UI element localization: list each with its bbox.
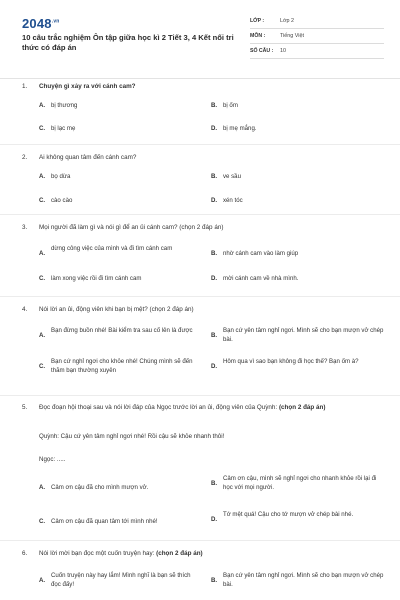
option-text: cào cào xyxy=(51,197,73,204)
option-d[interactable] xyxy=(211,357,386,371)
option-letter: B. xyxy=(211,332,218,339)
question-text xyxy=(39,549,382,558)
option-a[interactable] xyxy=(39,244,199,258)
question-5 xyxy=(22,403,382,412)
meta-key: LỚP : xyxy=(250,18,265,24)
option-text: Bạn cứ nghỉ ngơi cho khỏe nhé! Chúng mình sẽ đến thăm bạn thường xuyên xyxy=(51,358,193,374)
option-letter: A. xyxy=(39,577,46,584)
question-1 xyxy=(22,82,382,132)
option-text: làm xong việc rồi đi tìm cánh cam xyxy=(51,275,142,282)
question-divider xyxy=(0,144,400,145)
question-hint: (chọn 2 đáp án) xyxy=(278,404,326,411)
question-number: 4. xyxy=(22,306,28,313)
option-letter: C. xyxy=(39,363,46,370)
option-a[interactable] xyxy=(39,326,199,340)
meta-table xyxy=(250,14,384,59)
option-letter: B. xyxy=(211,480,218,487)
option-text: Tớ mệt quá! Cậu cho tớ mượn vở chép bài nhé. xyxy=(223,511,354,518)
option-d[interactable] xyxy=(211,510,386,524)
question-number: 3. xyxy=(22,224,28,231)
option-a[interactable] xyxy=(39,101,214,110)
option-d[interactable] xyxy=(211,274,386,283)
meta-value: Tiếng Việt xyxy=(280,33,304,39)
question-text xyxy=(39,403,382,412)
option-text: Cảm ơn cậu, mình sẽ nghỉ ngơi cho nhanh khỏe rồi lại đi học với mọi người. xyxy=(223,475,377,491)
option-text: dừng công việc của mình và đi tìm cánh cam xyxy=(51,245,173,252)
option-letter: D. xyxy=(211,363,218,370)
logo-suffix: .vn xyxy=(51,18,60,25)
header-divider xyxy=(0,78,400,79)
option-text: Bạn đừng buồn nhé! Bài kiểm tra sau cố lên là được xyxy=(51,327,193,334)
option-d[interactable] xyxy=(211,196,386,205)
question-stem xyxy=(22,223,382,232)
question-stem xyxy=(22,403,382,412)
question-number: 5. xyxy=(22,404,28,411)
option-text: bị mẹ mắng. xyxy=(223,125,257,132)
question-6 xyxy=(22,549,384,588)
question-divider xyxy=(0,296,400,297)
question-hint: (chọn 2 đáp án) xyxy=(156,550,203,557)
option-letter: A. xyxy=(39,332,46,339)
option-letter: B. xyxy=(211,577,218,584)
option-text: Cảm ơn cậu đã quan tâm tới mình nhé! xyxy=(51,518,158,525)
question-2 xyxy=(22,153,382,204)
option-letter: A. xyxy=(39,250,46,257)
meta-row-count xyxy=(250,44,384,59)
document-title: 10 câu trắc nghiệm Ôn tập giữa học kì 2 Tiết 3, 4 Kết nối tri thức có đáp án xyxy=(22,33,234,52)
option-c[interactable] xyxy=(39,357,199,375)
option-a[interactable] xyxy=(39,172,214,181)
question-text: Nói lời an ủi, động viên khi bạn bị mệt? (chọn 2 đáp án) xyxy=(39,306,194,313)
option-c[interactable] xyxy=(39,517,214,526)
dialogue-line-quynh: Quỳnh: Cậu cứ yên tâm nghỉ ngơi nhé! Rồi cậu sẽ khỏe nhanh thôi! xyxy=(39,433,225,440)
dialogue-line-ngoc: Ngọc: ..... xyxy=(39,456,66,463)
question-3 xyxy=(22,223,382,282)
option-letter: D. xyxy=(211,516,218,523)
option-text: Cảm ơn cậu đã cho mình mượn vở. xyxy=(51,484,149,491)
option-letter: A. xyxy=(39,102,46,109)
question-stem xyxy=(22,549,382,558)
option-letter: C. xyxy=(39,518,46,525)
meta-row-grade xyxy=(250,14,384,29)
site-logo[interactable] xyxy=(22,16,60,31)
option-letter: C. xyxy=(39,275,46,282)
meta-value: 10 xyxy=(280,48,286,54)
option-b[interactable] xyxy=(211,474,386,492)
option-a[interactable] xyxy=(39,571,199,589)
meta-key: MÔN : xyxy=(250,33,266,39)
question-text-main: Nói lời mời bạn đọc một cuốn truyện hay: xyxy=(39,550,157,557)
option-letter: C. xyxy=(39,125,46,132)
option-c[interactable] xyxy=(39,124,214,133)
option-a[interactable] xyxy=(39,483,214,492)
question-divider xyxy=(0,395,400,396)
option-b[interactable] xyxy=(211,101,386,110)
logo-text: 2048 xyxy=(22,16,52,31)
option-letter: D. xyxy=(211,275,218,282)
option-text: bọ dừa xyxy=(51,173,71,180)
option-b[interactable] xyxy=(211,249,386,258)
option-text: Hôm qua vì sao bạn không đi học thế? Bạn ốm à? xyxy=(223,358,359,365)
option-letter: A. xyxy=(39,484,46,491)
option-text: bị lạc mẹ xyxy=(51,125,76,132)
option-text: Bạn cứ yên tâm nghỉ ngơi. Mình sẽ cho bạn mượn vở chép bài. xyxy=(223,327,384,343)
meta-row-subject xyxy=(250,29,384,44)
option-text: bị thương xyxy=(51,102,78,109)
option-text: mời cánh cam về nhà mình. xyxy=(223,275,299,282)
option-text: nhờ cánh cam vào làm giúp xyxy=(223,250,299,257)
option-letter: A. xyxy=(39,173,46,180)
option-b[interactable] xyxy=(211,172,386,181)
meta-value: Lớp 2 xyxy=(280,18,295,24)
question-number: 1. xyxy=(22,83,28,90)
question-number: 2. xyxy=(22,154,28,161)
question-text-main: Đọc đoạn hội thoại sau và nói lời đáp của Ngọc trước lời an ủi, động viên của Quỳnh: xyxy=(39,404,279,411)
option-letter: B. xyxy=(211,102,218,109)
option-text: ve sầu xyxy=(223,173,241,180)
option-c[interactable] xyxy=(39,196,214,205)
question-text: Mọi người đã làm gì và nói gì để an ủi cánh cam? (chọn 2 đáp án) xyxy=(39,224,224,231)
question-text: Ai không quan tâm đến cánh cam? xyxy=(39,154,137,161)
option-d[interactable] xyxy=(211,124,386,133)
meta-key: SỐ CÂU : xyxy=(250,48,274,54)
document-header xyxy=(22,14,384,72)
question-stem xyxy=(22,82,382,91)
option-text: bị ốm xyxy=(223,102,238,109)
option-letter: C. xyxy=(39,197,46,204)
option-letter: B. xyxy=(211,250,218,257)
question-divider xyxy=(0,540,400,541)
question-divider xyxy=(0,214,400,215)
option-text: Cuốn truyện này hay lắm! Mình nghĩ là bạn sẽ thích đọc đấy! xyxy=(51,572,191,588)
option-b[interactable] xyxy=(211,571,386,589)
option-text: xén tóc xyxy=(223,197,243,204)
option-b[interactable] xyxy=(211,326,386,344)
option-c[interactable] xyxy=(39,274,214,283)
option-letter: D. xyxy=(211,197,218,204)
question-number: 6. xyxy=(22,550,28,557)
option-letter: B. xyxy=(211,173,218,180)
question-text: Chuyện gì xảy ra với cánh cam? xyxy=(39,83,136,90)
option-letter: D. xyxy=(211,125,218,132)
option-text: Bạn cứ yên tâm nghỉ ngơi. Mình sẽ cho bạn mượn vở chép bài. xyxy=(223,572,384,588)
question-stem xyxy=(22,153,382,162)
question-stem xyxy=(22,305,382,314)
question-4 xyxy=(22,305,384,374)
